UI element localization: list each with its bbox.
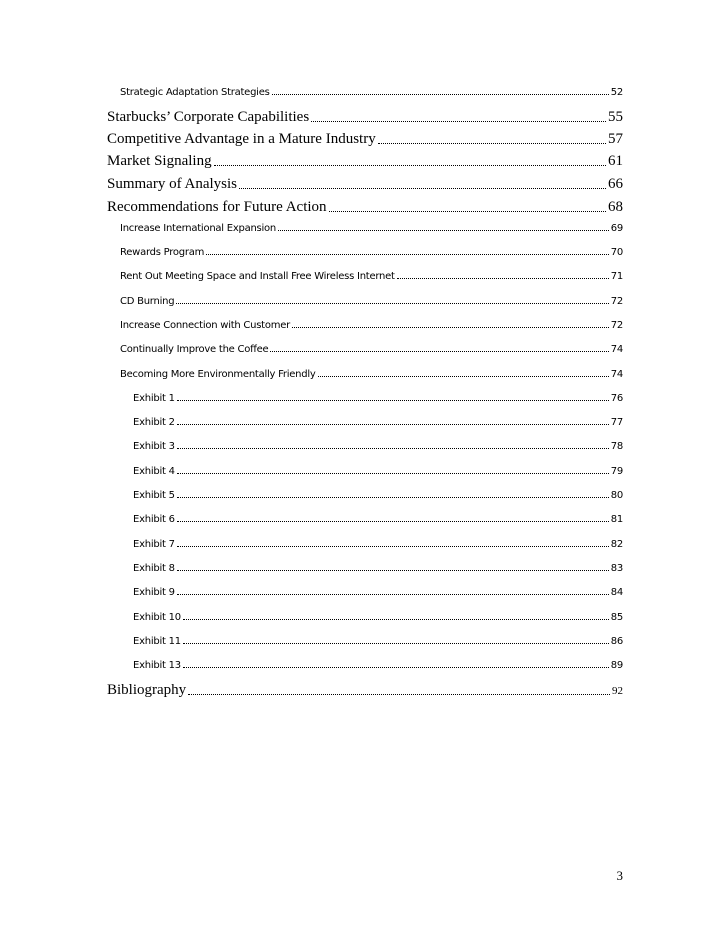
toc-entry-label: Exhibit 8 bbox=[133, 563, 175, 574]
toc-entry-label: Exhibit 6 bbox=[133, 514, 175, 525]
dot-leader bbox=[177, 570, 609, 571]
toc-entry-page: 80 bbox=[610, 490, 623, 501]
toc-entry-page: 68 bbox=[608, 199, 623, 215]
toc-entry-page: 86 bbox=[610, 636, 623, 647]
toc-entry-page: 74 bbox=[610, 344, 623, 355]
toc-entry-exhibit-3 bbox=[133, 441, 623, 452]
toc-entry-page: 83 bbox=[610, 563, 623, 574]
toc-entry-label: Becoming More Environmentally Friendly bbox=[120, 369, 316, 380]
toc-entry-exhibit-11 bbox=[133, 636, 623, 647]
toc-entry-page: 89 bbox=[610, 660, 623, 671]
dot-leader bbox=[397, 278, 609, 279]
toc-entry-label: Starbucks’ Corporate Capabilities bbox=[107, 109, 310, 125]
toc-entry-page: 52 bbox=[610, 87, 623, 98]
toc-entry-corporate-capabilities bbox=[107, 109, 623, 126]
dot-leader bbox=[292, 327, 609, 328]
toc-entry-page: 55 bbox=[608, 109, 623, 125]
dot-leader bbox=[177, 400, 609, 401]
toc-entry-meeting-space bbox=[120, 271, 623, 282]
toc-entry-page: 77 bbox=[610, 417, 623, 428]
dot-leader bbox=[329, 211, 606, 212]
toc-entry-label: Exhibit 3 bbox=[133, 441, 175, 452]
toc-entry-page: 57 bbox=[608, 131, 623, 147]
toc-entry-page: 82 bbox=[610, 539, 623, 550]
toc-entry-label: Summary of Analysis bbox=[107, 176, 237, 192]
toc-entry-environmentally-friendly bbox=[120, 369, 623, 380]
toc-entry-market-signaling bbox=[107, 153, 623, 170]
dot-leader bbox=[278, 230, 609, 231]
toc-entry-strategic-adaptation-strategies bbox=[120, 87, 623, 98]
toc-entry-label: Rent Out Meeting Space and Install Free Wireless Internet bbox=[120, 271, 395, 282]
toc-entry-page: 72 bbox=[610, 296, 623, 307]
toc-entry-page: 72 bbox=[610, 320, 623, 331]
dot-leader bbox=[183, 643, 609, 644]
toc-entry-exhibit-4 bbox=[133, 466, 623, 477]
dot-leader bbox=[239, 188, 606, 189]
toc-entry-label: Strategic Adaptation Strategies bbox=[120, 87, 270, 98]
dot-leader bbox=[177, 473, 609, 474]
toc-entry-page: 74 bbox=[610, 369, 623, 380]
toc-entry-label: Market Signaling bbox=[107, 153, 212, 169]
toc-entry-label: Exhibit 13 bbox=[133, 660, 181, 671]
dot-leader bbox=[177, 497, 609, 498]
toc-entry-page: 92 bbox=[612, 685, 623, 697]
toc-entry-exhibit-7 bbox=[133, 539, 623, 550]
toc-entry-label: Exhibit 2 bbox=[133, 417, 175, 428]
dot-leader bbox=[318, 376, 609, 377]
toc-entry-label: CD Burning bbox=[120, 296, 175, 307]
dot-leader bbox=[214, 165, 606, 166]
toc-entry-label: Exhibit 1 bbox=[133, 393, 175, 404]
dot-leader bbox=[177, 594, 609, 595]
dot-leader bbox=[378, 143, 606, 144]
toc-entry-page: 69 bbox=[610, 223, 623, 234]
toc-entry-improve-coffee bbox=[120, 344, 623, 355]
toc-entry-page: 79 bbox=[610, 466, 623, 477]
toc-entry-page: 81 bbox=[610, 514, 623, 525]
dot-leader bbox=[270, 351, 608, 352]
toc-entry-page: 85 bbox=[610, 612, 623, 623]
toc-entry-customer-connection bbox=[120, 320, 623, 331]
toc-entry-label: Recommendations for Future Action bbox=[107, 199, 327, 215]
toc-entry-label: Bibliography bbox=[107, 682, 187, 698]
toc-entry-page: 76 bbox=[610, 393, 623, 404]
dot-leader bbox=[311, 121, 606, 122]
toc-entry-label: Continually Improve the Coffee bbox=[120, 344, 269, 355]
toc-entry-label: Increase International Expansion bbox=[120, 223, 276, 234]
toc-entry-exhibit-1 bbox=[133, 393, 623, 404]
toc-entry-page: 61 bbox=[608, 153, 623, 169]
toc-entry-label: Exhibit 9 bbox=[133, 587, 175, 598]
dot-leader bbox=[177, 448, 609, 449]
toc-entry-page: 66 bbox=[608, 176, 623, 192]
toc-entry-label: Increase Connection with Customer bbox=[120, 320, 290, 331]
page-number: 3 bbox=[616, 868, 623, 883]
toc-entry-summary-of-analysis bbox=[107, 176, 623, 193]
toc-entry-exhibit-5 bbox=[133, 490, 623, 501]
dot-leader bbox=[177, 546, 609, 547]
toc-entry-international-expansion bbox=[120, 223, 623, 234]
toc-entry-exhibit-6 bbox=[133, 514, 623, 525]
toc-entry-rewards-program bbox=[120, 247, 623, 258]
toc-entry-exhibit-8 bbox=[133, 563, 623, 574]
toc-entry-label: Competitive Advantage in a Mature Industry bbox=[107, 131, 376, 147]
dot-leader bbox=[177, 424, 609, 425]
toc-entry-cd-burning bbox=[120, 296, 623, 307]
dot-leader bbox=[176, 303, 608, 304]
toc-entry-page: 70 bbox=[610, 247, 623, 258]
dot-leader bbox=[183, 619, 609, 620]
dot-leader bbox=[188, 694, 610, 695]
dot-leader bbox=[177, 521, 609, 522]
toc-entry-exhibit-2 bbox=[133, 417, 623, 428]
toc-entry-label: Exhibit 10 bbox=[133, 612, 181, 623]
toc-entry-exhibit-10 bbox=[133, 612, 623, 623]
toc-entry-page: 84 bbox=[610, 587, 623, 598]
dot-leader bbox=[183, 667, 609, 668]
dot-leader bbox=[206, 254, 609, 255]
toc-entry-label: Rewards Program bbox=[120, 247, 205, 258]
toc-entry-bibliography bbox=[107, 682, 623, 699]
toc-entry-recommendations bbox=[107, 199, 623, 216]
toc-entry-competitive-advantage bbox=[107, 131, 623, 148]
toc-entry-label: Exhibit 5 bbox=[133, 490, 175, 501]
toc-entry-page: 71 bbox=[610, 271, 623, 282]
toc-entry-exhibit-13 bbox=[133, 660, 623, 671]
toc-entry-label: Exhibit 7 bbox=[133, 539, 175, 550]
dot-leader bbox=[272, 94, 609, 95]
toc-entry-page: 78 bbox=[610, 441, 623, 452]
toc-entry-label: Exhibit 4 bbox=[133, 466, 175, 477]
toc-entry-label: Exhibit 11 bbox=[133, 636, 181, 647]
toc-entry-exhibit-9 bbox=[133, 587, 623, 598]
